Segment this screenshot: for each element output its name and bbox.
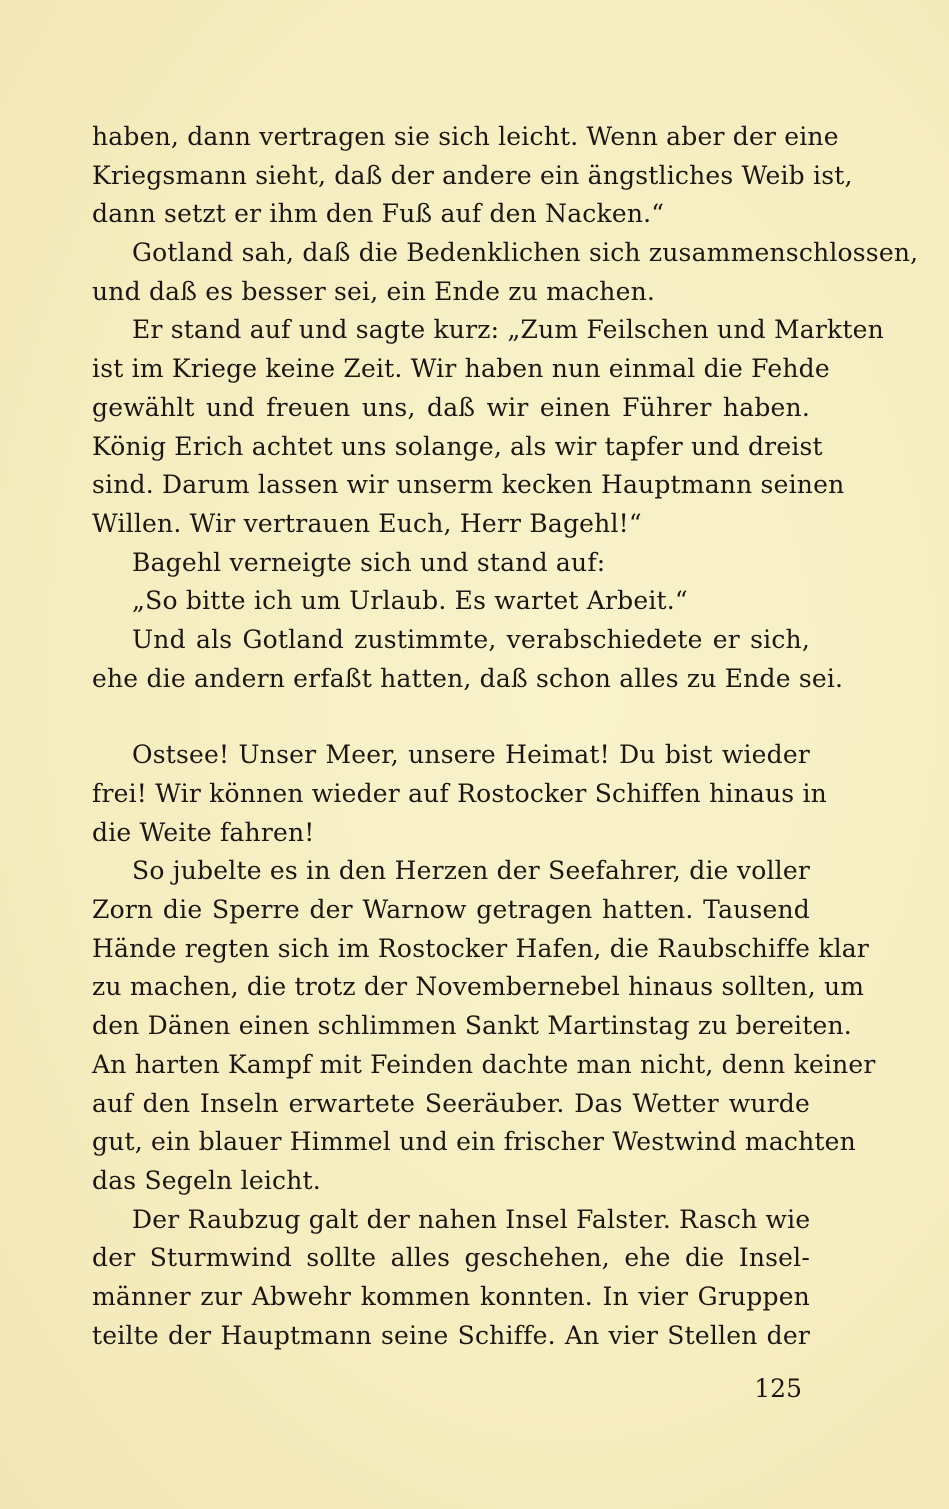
text-line: ehe die andern erfaßt hatten, daß schon alles zu Ende sei. [92, 663, 844, 693]
text-line: den Dänen einen schlimmen Sankt Martinstag zu bereiten. [92, 1011, 852, 1041]
text-line: männer zur Abwehr kommen konnten. In vier Gruppen [92, 1281, 810, 1311]
text-line: und daß es besser sei, ein Ende zu machen. [92, 276, 656, 306]
text-line: auf den Inseln erwartete Seeräuber. Das Wetter wurde [92, 1088, 810, 1118]
page-number: 125 [754, 1374, 802, 1403]
text-line: frei! Wir können wieder auf Rostocker Schiffen hinaus in [92, 779, 827, 808]
text-line: gut, ein blauer Himmel und ein frischer Westwind machten [92, 1127, 856, 1157]
text-line: dann setzt er ihm den Fuß auf den Nacken.“ [92, 199, 665, 229]
text-line: teilte der Hauptmann seine Schiffe. An vier Stellen der [92, 1320, 810, 1350]
text-line: gewählt und freuen uns, daß wir einen Führer haben. [92, 392, 810, 422]
text-line: sind. Darum lassen wir unserm kecken Hauptmann seinen [92, 470, 845, 500]
text-line: zu machen, die trotz der Novembernebel hinaus sollten, um [92, 972, 865, 1002]
section-break [92, 698, 810, 736]
text-line: Ostsee! Unser Meer, unsere Heimat! Du bist wieder [132, 740, 810, 770]
text-line: haben, dann vertragen sie sich leicht. Wenn aber der eine [92, 122, 839, 151]
text-line: Gotland sah, daß die Bedenklichen sich zusammenschlossen, [132, 238, 919, 268]
text-line: Bagehl verneigte sich und stand auf: [132, 547, 606, 577]
text-line: Willen. Wir vertrauen Euch, Herr Bagehl!“ [92, 508, 642, 538]
text-line: König Erich achtet uns solange, als wir tapfer und dreist [92, 431, 823, 461]
text-line: die Weite fahren! [92, 817, 315, 847]
text-line: ist im Kriege keine Zeit. Wir haben nun einmal die Fehde [92, 354, 830, 384]
body-text [92, 118, 919, 1355]
text-line: So jubelte es in den Herzen der Seefahrer, die voller [132, 856, 810, 886]
text-line: „So bitte ich um Urlaub. Es wartet Arbeit.“ [132, 586, 688, 616]
text-line: Kriegsmann sieht, daß der andere ein ängstliches Weib ist, [92, 160, 853, 190]
text-line: das Segeln leicht. [92, 1165, 321, 1195]
text-line: der Sturmwind sollte alles geschehen, ehe die Insel- [92, 1243, 810, 1273]
text-line: Der Raubzug galt der nahen Insel Falster. Rasch wie [132, 1204, 811, 1234]
text-line: Und als Gotland zustimmte, verabschiedete er sich, [132, 624, 810, 654]
text-line: Er stand auf und sagte kurz: „Zum Feilschen und Markten [132, 315, 884, 345]
text-line: Zorn die Sperre der Warnow getragen hatten. Tausend [92, 895, 810, 925]
text-line: Hände regten sich im Rostocker Hafen, die Raubschiffe klar [92, 933, 870, 963]
text-line: An harten Kampf mit Feinden dachte man nicht, denn keiner [92, 1049, 876, 1079]
